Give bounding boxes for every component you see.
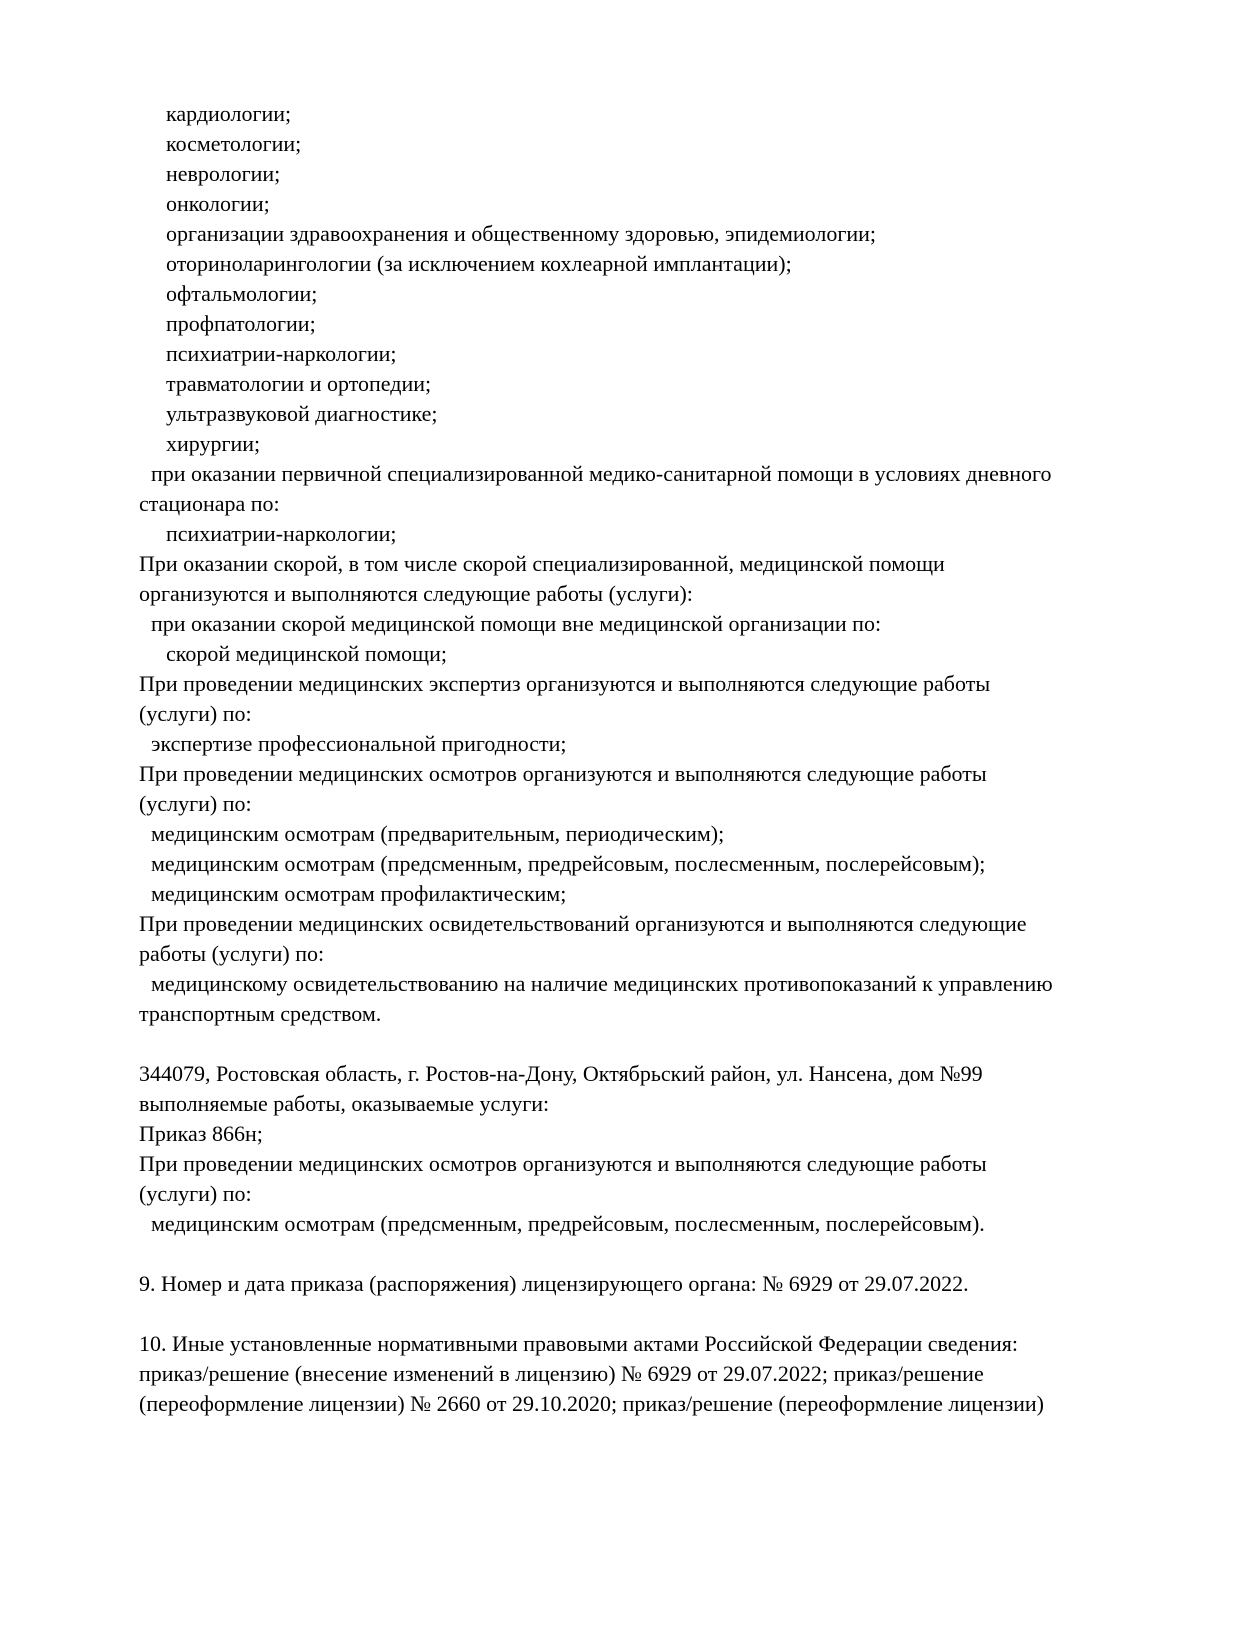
document-line: (переоформление лицензии) № 2660 от 29.10.2020; приказ/решение (переоформление лицензии) (139, 1391, 1044, 1416)
document-line: медицинским осмотрам (предсменным, предрейсовым, послесменным, послерейсовым); (151, 851, 986, 876)
document-line: хирургии; (166, 431, 261, 456)
document-line: 344079, Ростовская область, г. Ростов-на-Дону, Октябрьский район, ул. Нансена, дом №99 (139, 1061, 983, 1086)
document-line: работы (услуги) по: (139, 941, 325, 966)
document-line: При проведении медицинских освидетельствований организуются и выполняются следующие (139, 911, 1027, 936)
document-line: (услуги) по: (139, 1181, 252, 1206)
document-line: травматологии и ортопедии; (166, 371, 432, 396)
document-line: стационара по: (139, 491, 280, 516)
document-body (139, 99, 1199, 1419)
document-line: 9. Номер и дата приказа (распоряжения) лицензирующего органа: № 6929 от 29.07.2022. (139, 1271, 969, 1296)
document-line: профпатологии; (166, 311, 316, 336)
blank-line (139, 1299, 1199, 1329)
document-line: медицинским осмотрам (предсменным, предрейсовым, послесменным, послерейсовым). (151, 1211, 985, 1236)
blank-line (139, 1239, 1199, 1269)
document-line: При проведении медицинских экспертиз организуются и выполняются следующие работы (139, 671, 991, 696)
document-line: медицинским осмотрам профилактическим; (151, 881, 567, 906)
document-line: Приказ 866н; (139, 1121, 263, 1146)
document-line: офтальмологии; (166, 281, 318, 306)
document-line: (услуги) по: (139, 791, 252, 816)
document-line: скорой медицинской помощи; (166, 641, 448, 666)
document-line: При оказании скорой, в том числе скорой специализированной, медицинской помощи (139, 551, 945, 576)
document-line: приказ/решение (внесение изменений в лицензию) № 6929 от 29.07.2022; приказ/решение (139, 1361, 984, 1386)
document-line: организации здравоохранения и общественному здоровью, эпидемиологии; (166, 221, 877, 246)
document-line: косметологии; (166, 131, 302, 156)
document-line: неврологии; (166, 161, 281, 186)
document-line: При проведении медицинских осмотров организуются и выполняются следующие работы (139, 761, 987, 786)
document-line: кардиологии; (166, 101, 292, 126)
document-line: При проведении медицинских осмотров организуются и выполняются следующие работы (139, 1151, 987, 1176)
document-line: (услуги) по: (139, 701, 252, 726)
document-line: 10. Иные установленные нормативными правовыми актами Российской Федерации сведения: (139, 1331, 1018, 1356)
document-line: транспортным средством. (139, 1001, 382, 1026)
document-line: медицинским осмотрам (предварительным, периодическим); (151, 821, 725, 846)
document-line: организуются и выполняются следующие работы (услуги): (139, 581, 693, 606)
document-line: медицинскому освидетельствованию на наличие медицинских противопоказаний к управлению (151, 971, 1053, 996)
document-line: психиатрии-наркологии; (166, 341, 397, 366)
document-line: оториноларингологии (за исключением кохлеарной имплантации); (166, 251, 792, 276)
document-line: психиатрии-наркологии; (166, 521, 397, 546)
document-line: ультразвуковой диагностике; (166, 401, 438, 426)
document-line: выполняемые работы, оказываемые услуги: (139, 1091, 550, 1116)
document-line: экспертизе профессиональной пригодности; (151, 731, 567, 756)
document-line: онкологии; (166, 191, 270, 216)
blank-line (139, 1029, 1199, 1059)
document-line: при оказании скорой медицинской помощи вне медицинской организации по: (151, 611, 882, 636)
document-line: при оказании первичной специализированной медико-санитарной помощи в условиях дневного (151, 461, 1052, 486)
